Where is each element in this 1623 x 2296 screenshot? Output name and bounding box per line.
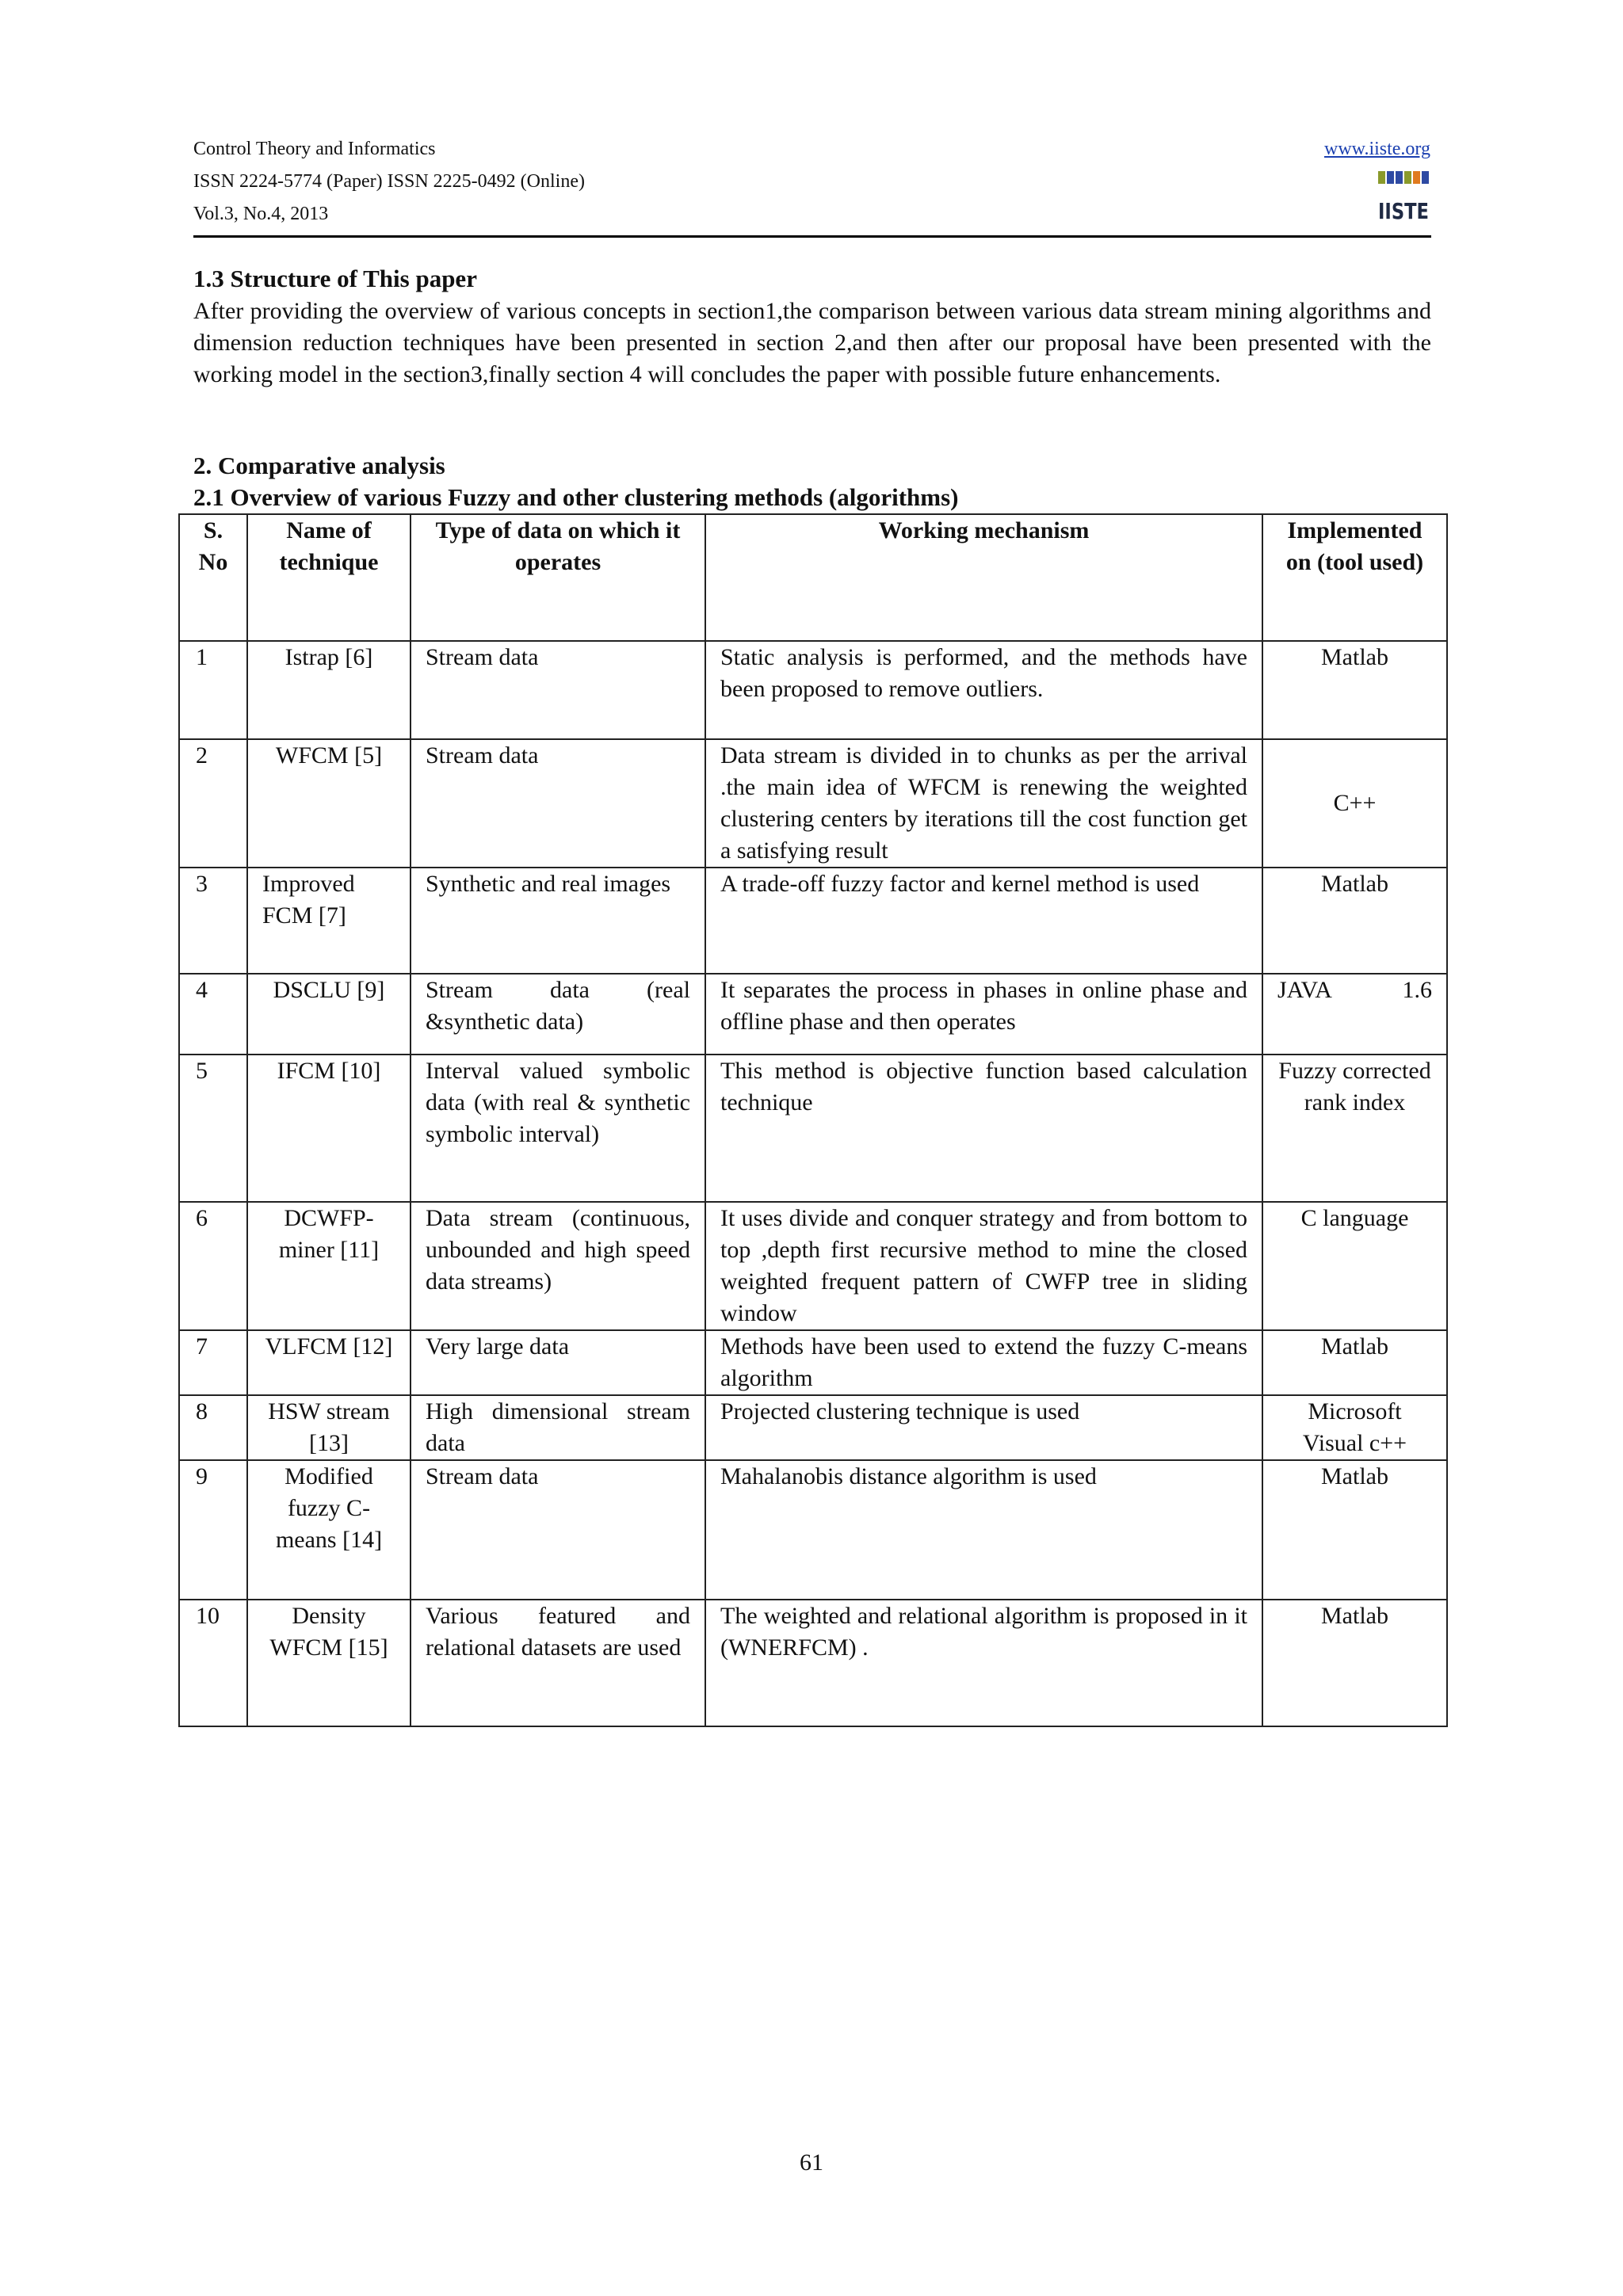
table-row <box>179 974 1447 1055</box>
cell-tool: Matlab <box>1262 1330 1447 1395</box>
section-2-heading: 2. Comparative analysis <box>193 452 445 479</box>
page-number: 61 <box>800 2149 823 2176</box>
section-1-3-paragraph: After providing the overview of various concepts in section1,the comparison between various data stream mining algorithms and dimension reduction techniques have been presented in section 2,and then after our proposal have been presented with the working model in the section3,finally section 4 will concludes the paper with possible future enhancements. <box>193 298 1431 387</box>
journal-title: Control Theory and Informatics <box>193 139 436 159</box>
cell-tool: C language <box>1262 1202 1447 1330</box>
table-row <box>179 1395 1447 1460</box>
cell-sno: 7 <box>179 1330 247 1395</box>
cell-technique: HSW stream [13] <box>247 1395 411 1460</box>
section-1-3-heading: 1.3 Structure of This paper <box>193 265 477 292</box>
journal-info <box>193 133 585 231</box>
logo-bar-blue-3 <box>1422 171 1429 184</box>
logo-bar-orange <box>1413 171 1420 184</box>
logo-bar-olive <box>1378 171 1385 184</box>
cell-data-type: Stream data <box>411 641 705 739</box>
table-row <box>179 1460 1447 1600</box>
cell-technique: VLFCM [12] <box>247 1330 411 1395</box>
logo-bar-blue-1 <box>1387 171 1394 184</box>
cell-tool: Matlab <box>1262 641 1447 739</box>
header-technique: Name of technique <box>247 514 411 641</box>
cell-data-type: High dimensional stream data <box>411 1395 705 1460</box>
cell-data-type: Interval valued symbolic data (with real & synthetic symbolic interval) <box>411 1055 705 1202</box>
cell-data-type: Synthetic and real images <box>411 868 705 974</box>
cell-sno: 9 <box>179 1460 247 1600</box>
cell-sno: 2 <box>179 739 247 868</box>
table-row <box>179 641 1447 739</box>
logo-bar-olive-2 <box>1404 171 1411 184</box>
table-row <box>179 868 1447 974</box>
header-mechanism: Working mechanism <box>705 514 1262 641</box>
cell-mechanism: It separates the process in phases in online phase and offline phase and then operates <box>705 974 1262 1055</box>
table-row <box>179 1330 1447 1395</box>
cell-data-type: Stream data (real &synthetic data) <box>411 974 705 1055</box>
cell-mechanism: The weighted and relational algorithm is proposed in it (WNERFCM) . <box>705 1600 1262 1726</box>
cell-tool: Microsoft Visual c++ <box>1262 1395 1447 1460</box>
cell-tool: Fuzzy corrected rank index <box>1262 1055 1447 1202</box>
cell-mechanism: A trade-off fuzzy factor and kernel method is used <box>705 868 1262 974</box>
table-row <box>179 1202 1447 1330</box>
cell-sno: 10 <box>179 1600 247 1726</box>
cell-technique: WFCM [5] <box>247 739 411 868</box>
cell-tool: Matlab <box>1262 868 1447 974</box>
cell-data-type: Stream data <box>411 739 705 868</box>
header-sno: S. No <box>179 514 247 641</box>
cell-technique: Density WFCM [15] <box>247 1600 411 1726</box>
cell-mechanism: It uses divide and conquer strategy and from bottom to top ,depth first recursive method to mine the closed weighted frequent pattern of CWFP tree in sliding window <box>705 1202 1262 1330</box>
cell-mechanism: Projected clustering technique is used <box>705 1395 1262 1460</box>
cell-sno: 5 <box>179 1055 247 1202</box>
header-data-type: Type of data on which it operates <box>411 514 705 641</box>
logo-wordmark: IISTE <box>1378 198 1429 224</box>
cell-mechanism: Static analysis is performed, and the methods have been proposed to remove outliers. <box>705 641 1262 739</box>
cell-technique: Improved FCM [7] <box>247 868 411 974</box>
cell-data-type: Very large data <box>411 1330 705 1395</box>
cell-data-type: Data stream (continuous, unbounded and high speed data streams) <box>411 1202 705 1330</box>
section-2-1-heading: 2.1 Overview of various Fuzzy and other clustering methods (algorithms) <box>193 483 959 511</box>
cell-sno: 6 <box>179 1202 247 1330</box>
header-tool: Implemented on (tool used) <box>1262 514 1447 641</box>
clustering-methods-table <box>178 513 1448 1727</box>
cell-tool: Matlab <box>1262 1600 1447 1726</box>
journal-url-link[interactable]: www.iiste.org <box>1324 139 1430 159</box>
table-row <box>179 1600 1447 1726</box>
cell-sno: 1 <box>179 641 247 739</box>
cell-data-type: Stream data <box>411 1460 705 1600</box>
cell-mechanism: Methods have been used to extend the fuzzy C-means algorithm <box>705 1330 1262 1395</box>
cell-sno: 3 <box>179 868 247 974</box>
cell-mechanism: This method is objective function based calculation technique <box>705 1055 1262 1202</box>
journal-url-block <box>1324 133 1430 166</box>
cell-data-type: Various featured and relational datasets are used <box>411 1600 705 1726</box>
cell-technique: IFCM [10] <box>247 1055 411 1202</box>
cell-technique: Istrap [6] <box>247 641 411 739</box>
iiste-logo-icon <box>1376 170 1431 225</box>
cell-technique: DCWFP-miner [11] <box>247 1202 411 1330</box>
cell-technique: Modified fuzzy C-means [14] <box>247 1460 411 1600</box>
table-row <box>179 739 1447 868</box>
table-row <box>179 1055 1447 1202</box>
table-header-row <box>179 514 1447 641</box>
cell-tool: Matlab <box>1262 1460 1447 1600</box>
logo-bar-blue-2 <box>1396 171 1403 184</box>
journal-volume: Vol.3, No.4, 2013 <box>193 204 329 224</box>
cell-tool: C++ <box>1262 739 1447 868</box>
cell-sno: 8 <box>179 1395 247 1460</box>
cell-tool: JAVA 1.6 <box>1262 974 1447 1055</box>
cell-technique: DSCLU [9] <box>247 974 411 1055</box>
cell-mechanism: Mahalanobis distance algorithm is used <box>705 1460 1262 1600</box>
cell-mechanism: Data stream is divided in to chunks as per the arrival .the main idea of WFCM is renewing the weighted clustering centers by iterations till the cost function get a satisfying result <box>705 739 1262 868</box>
cell-sno: 4 <box>179 974 247 1055</box>
journal-issn: ISSN 2224-5774 (Paper) ISSN 2225-0492 (Online) <box>193 171 585 192</box>
header-divider <box>193 235 1431 238</box>
